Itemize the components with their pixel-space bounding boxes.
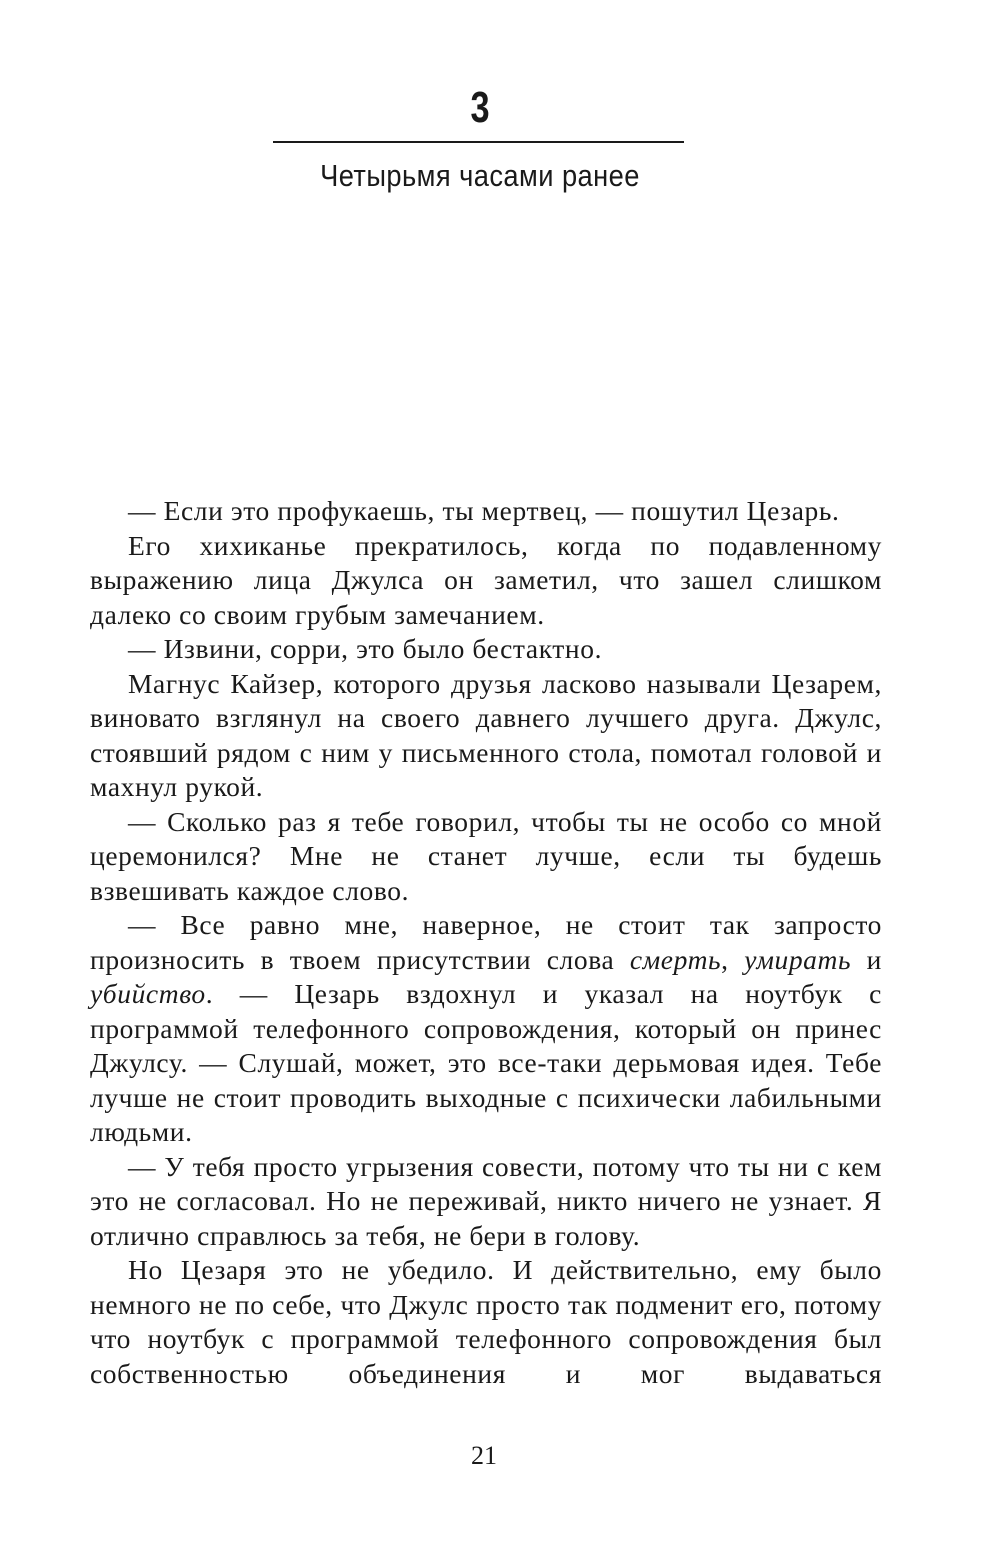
chapter-number: 3 (470, 83, 490, 132)
text-run: — Извини, сорри, это было бестактно. (128, 633, 603, 664)
paragraph (90, 529, 882, 633)
paragraph (90, 667, 882, 805)
paragraph (90, 908, 882, 1150)
paragraph (90, 494, 882, 529)
text-run: — Если это профукаешь, ты мертвец, — пошутил Цезарь. (128, 495, 840, 526)
page-number: 21 (471, 1441, 497, 1470)
paragraph (90, 1150, 882, 1254)
paragraph (90, 1253, 882, 1391)
italic-word: умирать (744, 943, 852, 975)
text-run: — У тебя просто угрызения совести, потому что ты ни с кем это не согласовал. Но не переживай, никто ничего не узнает. Я отлично справлюсь за тебя, не бери в голову. (90, 1150, 882, 1251)
paragraph (90, 805, 882, 909)
italic-word: смерть (629, 943, 722, 975)
chapter-title: Четырьмя часами ранее (320, 158, 640, 193)
text-run: Его хихиканье прекратилось, когда по подавленному выражению лица Джулса он заметил, что зашел слишком далеко со своим грубым замечанием. (90, 529, 882, 630)
text-run: и (851, 943, 882, 975)
text-run: . — Цезарь вздохнул и указал на ноутбук с программой телефонного сопровождения, который он принес Джулсу. — Слушай, может, это все-таки дерьмовая идея. Тебе лучше не стоит проводить выходные с психически лабильными людьми. (90, 978, 882, 1147)
chapter-body (90, 494, 882, 1391)
text-run: Но Цезаря это не убедило. И действительно, ему было немного не по себе, что Джулс просто так подменит его, потому что ноутбук с программой телефонного сопровождения был собственностью объединения и мог выдаваться (90, 1254, 882, 1389)
text-run: — Сколько раз я тебе говорил, чтобы ты не особо со мной церемонился? Мне не станет лучше, если ты будешь взвешивать каждое слово. (90, 805, 882, 906)
text-run: Магнус Кайзер, которого друзья ласково называли Цезарем, виновато взглянул на своего давнего лучшего друга. Джулс, стоявший рядом с ним у письменного стола, помотал головой и махнул рукой. (90, 667, 882, 802)
italic-word: убийство (90, 978, 206, 1009)
paragraph (90, 632, 882, 667)
text-run: — Все равно мне, наверное, не стоит так запросто произносить в твоем присутствии слова (90, 909, 882, 975)
chapter-divider (273, 141, 684, 143)
text-run: , (721, 943, 745, 975)
